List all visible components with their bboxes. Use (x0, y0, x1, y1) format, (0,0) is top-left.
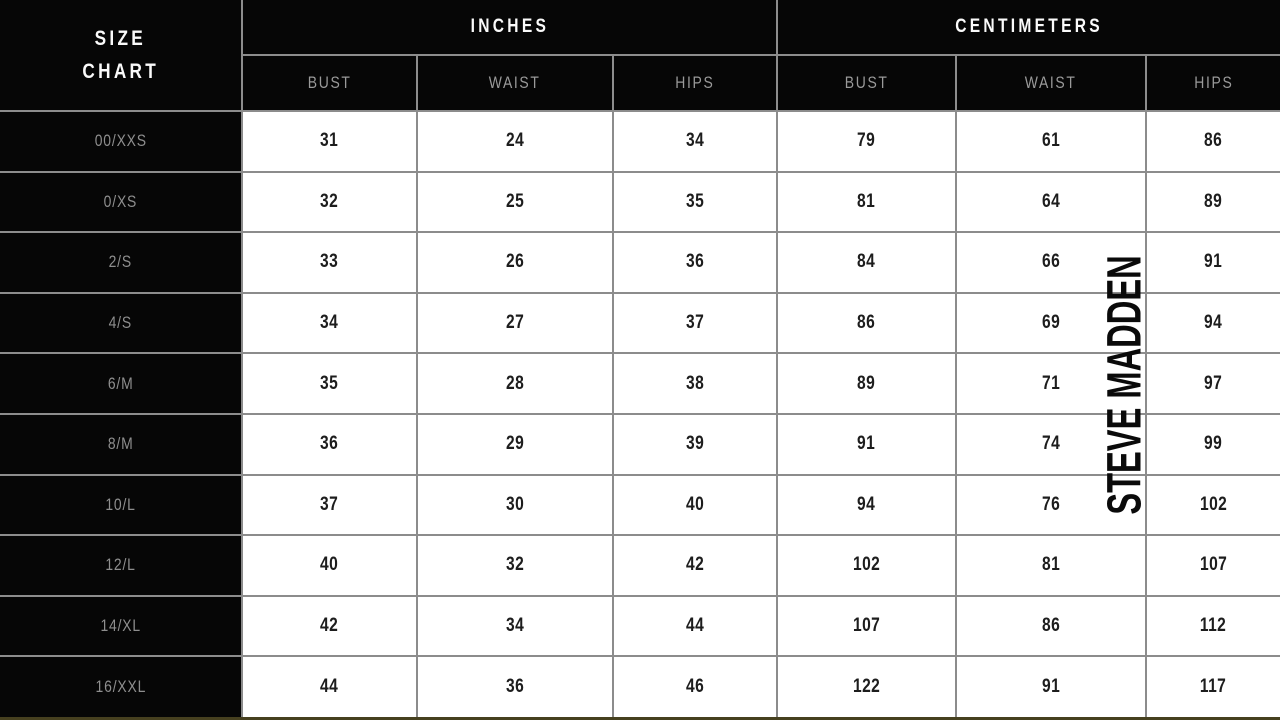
measurement-cell-bust-cm: 79 (777, 111, 956, 172)
measurement-cell-hips-inches: 36 (613, 232, 777, 293)
measurement-cell-hips-inches: 44 (613, 596, 777, 657)
size-table-body (0, 111, 1280, 717)
measurement-cell-hips-inches: 34 (613, 111, 777, 172)
unit-header-inches: INCHES (242, 0, 777, 55)
measurement-cell-bust-inches: 33 (242, 232, 417, 293)
measurement-cell-hips-cm: 112 (1146, 596, 1280, 657)
measurement-cell-bust-inches: 31 (242, 111, 417, 172)
table-row (0, 293, 1280, 354)
size-row-label: 4/S (0, 293, 242, 354)
measurement-cell-bust-cm: 107 (777, 596, 956, 657)
measurement-cell-bust-inches: 36 (242, 414, 417, 475)
measurement-cell-bust-cm: 94 (777, 475, 956, 536)
table-row (0, 656, 1280, 717)
brand-watermark: STEVE MADDEN (1098, 255, 1152, 515)
measurement-cell-bust-inches: 35 (242, 353, 417, 414)
size-row-label: 00/XXS (0, 111, 242, 172)
measurement-cell-waist-inches: 34 (417, 596, 613, 657)
measurement-cell-waist-cm: 64 (956, 172, 1146, 233)
measurement-cell-hips-cm: 97 (1146, 353, 1280, 414)
size-row-label: 0/XS (0, 172, 242, 233)
size-row-label: 16/XXL (0, 656, 242, 717)
table-row (0, 172, 1280, 233)
measurement-cell-bust-inches: 37 (242, 475, 417, 536)
measurement-cell-bust-cm: 91 (777, 414, 956, 475)
measurement-cell-waist-cm: 76 (956, 475, 1146, 536)
measurement-cell-hips-inches: 46 (613, 656, 777, 717)
measurement-cell-hips-cm: 91 (1146, 232, 1280, 293)
measurement-cell-waist-inches: 32 (417, 535, 613, 596)
column-header-waist-inches: WAIST (417, 55, 613, 111)
measurement-cell-bust-cm: 102 (777, 535, 956, 596)
measurement-cell-hips-inches: 38 (613, 353, 777, 414)
title-line-2: CHART (82, 60, 159, 83)
measurement-cell-hips-cm: 89 (1146, 172, 1280, 233)
column-header-bust-cm: BUST (777, 55, 956, 111)
table-row (0, 111, 1280, 172)
measurement-cell-bust-cm: 86 (777, 293, 956, 354)
measurement-cell-waist-inches: 28 (417, 353, 613, 414)
measurement-cell-waist-inches: 27 (417, 293, 613, 354)
measurement-cell-hips-inches: 40 (613, 475, 777, 536)
table-header (0, 0, 1280, 111)
measurement-cell-hips-cm: 102 (1146, 475, 1280, 536)
table-row (0, 353, 1280, 414)
column-header-hips-inches: HIPS (613, 55, 777, 111)
measurement-cell-hips-inches: 35 (613, 172, 777, 233)
column-header-bust-inches: BUST (242, 55, 417, 111)
measurement-cell-waist-cm: 74 (956, 414, 1146, 475)
measurement-cell-hips-inches: 37 (613, 293, 777, 354)
measurement-cell-waist-cm: 61 (956, 111, 1146, 172)
measurement-cell-bust-inches: 44 (242, 656, 417, 717)
measurement-cell-waist-inches: 25 (417, 172, 613, 233)
measurement-cell-hips-inches: 39 (613, 414, 777, 475)
measurement-cell-hips-inches: 42 (613, 535, 777, 596)
size-row-label: 6/M (0, 353, 242, 414)
table-row (0, 232, 1280, 293)
measurement-cell-bust-cm: 122 (777, 656, 956, 717)
size-row-label: 10/L (0, 475, 242, 536)
measurement-cell-waist-inches: 30 (417, 475, 613, 536)
measurement-cell-waist-inches: 24 (417, 111, 613, 172)
measurement-cell-hips-cm: 99 (1146, 414, 1280, 475)
measurement-cell-waist-cm: 71 (956, 353, 1146, 414)
table-row (0, 596, 1280, 657)
measurement-cell-bust-cm: 84 (777, 232, 956, 293)
unit-header-centimeters: CENTIMETERS (777, 0, 1280, 55)
title-line-1: SIZE (94, 27, 147, 50)
column-header-waist-cm: WAIST (956, 55, 1146, 111)
measurement-cell-waist-inches: 29 (417, 414, 613, 475)
measurement-cell-hips-cm: 86 (1146, 111, 1280, 172)
measurement-cell-hips-cm: 94 (1146, 293, 1280, 354)
table-row (0, 475, 1280, 536)
measurement-cell-waist-cm: 86 (956, 596, 1146, 657)
column-header-hips-cm: HIPS (1146, 55, 1280, 111)
measurement-cell-bust-inches: 40 (242, 535, 417, 596)
table-row (0, 414, 1280, 475)
size-row-label: 8/M (0, 414, 242, 475)
measurement-cell-bust-cm: 81 (777, 172, 956, 233)
size-chart-title-cell (0, 0, 242, 111)
measurement-cell-waist-cm: 81 (956, 535, 1146, 596)
measurement-cell-bust-inches: 34 (242, 293, 417, 354)
measurement-cell-waist-cm: 69 (956, 293, 1146, 354)
measurement-cell-bust-cm: 89 (777, 353, 956, 414)
unit-header-row (0, 0, 1280, 55)
measurement-cell-bust-inches: 42 (242, 596, 417, 657)
size-row-label: 12/L (0, 535, 242, 596)
measurement-cell-hips-cm: 117 (1146, 656, 1280, 717)
measurement-cell-hips-cm: 107 (1146, 535, 1280, 596)
measurement-cell-waist-cm: 66 (956, 232, 1146, 293)
size-row-label: 2/S (0, 232, 242, 293)
measurement-cell-waist-cm: 91 (956, 656, 1146, 717)
size-row-label: 14/XL (0, 596, 242, 657)
table-row (0, 535, 1280, 596)
measurement-cell-waist-inches: 36 (417, 656, 613, 717)
measurement-cell-waist-inches: 26 (417, 232, 613, 293)
measurement-cell-bust-inches: 32 (242, 172, 417, 233)
